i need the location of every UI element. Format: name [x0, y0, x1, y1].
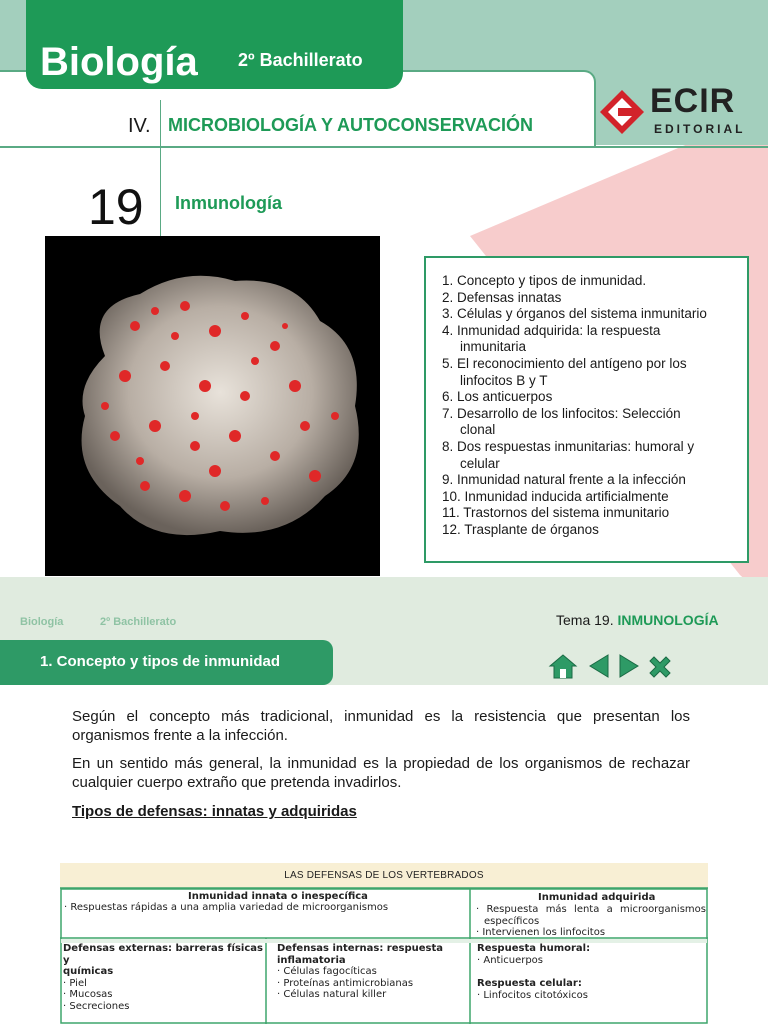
- toc-item: 1. Concepto y tipos de inmunidad.: [442, 273, 647, 288]
- tema-label: [556, 612, 719, 628]
- chapter-toc: [424, 256, 749, 563]
- table-list-item: · Piel: [63, 977, 87, 989]
- adquirida-desc-2: · Intervienen los linfocitos: [476, 927, 606, 938]
- toc-item: 3. Células y órganos del sistema inmunitario: [442, 306, 707, 322]
- header-rule: [0, 146, 768, 148]
- logo-subtext: EDITORIAL: [654, 122, 746, 136]
- humoral-response: [477, 943, 707, 1001]
- logo-text: ECIR: [650, 82, 736, 120]
- innata-description: · Respuestas rápidas a una amplia variedad de microorganismos: [64, 902, 389, 913]
- internal-items: [277, 966, 467, 1001]
- table-list-item: · Células fagocíticas: [277, 966, 377, 977]
- toc-item: 4. Inmunidad adquirida: la respuesta: [442, 322, 661, 338]
- toc-list: [442, 273, 733, 539]
- toc-item: clonal: [460, 422, 496, 438]
- next-arrow-icon[interactable]: [616, 652, 642, 680]
- home-icon[interactable]: [548, 652, 578, 680]
- toc-item: 5. El reconocimiento del antígeno por los: [442, 355, 687, 371]
- section-title: 1. Concepto y tipos de inmunidad: [40, 653, 281, 670]
- innata-header: Inmunidad innata o inespecífica: [188, 891, 368, 902]
- close-icon[interactable]: [646, 652, 674, 680]
- cellular-head: Respuesta celular:: [477, 978, 582, 989]
- table-list-item: · Células natural killer: [277, 989, 387, 1000]
- publisher-logo: [598, 82, 766, 140]
- external-defenses: [63, 943, 263, 1012]
- adquirida-desc-1a: · Respuesta más lenta a microorganismos: [476, 904, 706, 915]
- toc-item: 9. Inmunidad natural frente a la infección: [442, 472, 686, 488]
- external-head-1: Defensas externas: barreras físicas y: [63, 943, 263, 966]
- toc-item: 6. Los anticuerpos: [442, 389, 553, 405]
- prev-arrow-icon[interactable]: [586, 652, 612, 680]
- chapter-title: Inmunología: [175, 193, 282, 213]
- slide-navigation: [548, 652, 678, 680]
- chapter-divider: [160, 148, 161, 236]
- table-list-item: · Proteínas antimicrobianas: [277, 977, 414, 989]
- lymphocyte-micrograph-icon: [45, 236, 380, 576]
- subheading: Tipos de defensas: innatas y adquiridas: [72, 803, 357, 820]
- adquirida-desc-1: [476, 904, 706, 939]
- external-items: [63, 978, 263, 1013]
- table-title: LAS DEFENSAS DE LOS VERTEBRADOS: [284, 870, 484, 881]
- table-list-item: · Mucosas: [63, 989, 113, 1000]
- table-list-item: · Linfocitos citotóxicos: [477, 989, 588, 1001]
- toc-item: 7. Desarrollo de los linfocitos: Selección: [442, 405, 681, 421]
- tema-name: INMUNOLOGÍA: [617, 612, 719, 628]
- adquirida-desc-1b: específicos: [484, 915, 540, 927]
- internal-defenses: [277, 943, 467, 1001]
- tema-prefix: Tema 19.: [556, 612, 614, 628]
- paragraph-definition: Según el concepto más tradicional, inmunidad es la resistencia que presentan los organismos frente a la infección.: [72, 708, 690, 744]
- internal-head-1: Defensas internas: respuesta: [277, 943, 444, 954]
- external-head-2: químicas: [63, 966, 114, 977]
- page-subtitle: 2º Bachillerato: [238, 50, 363, 70]
- toc-item: 10. Inmunidad inducida artificialmente: [442, 488, 669, 504]
- adquirida-header: Inmunidad adquirida: [538, 892, 656, 903]
- toc-item: linfocitos B y T: [460, 372, 548, 388]
- toc-item: 11. Trastornos del sistema inmunitario: [442, 505, 670, 521]
- toc-item: 8. Dos respuestas inmunitarias: humoral y: [442, 438, 695, 454]
- cellular-items: [477, 990, 707, 1002]
- toc-item: inmunitaria: [460, 339, 527, 355]
- humoral-items: [477, 955, 707, 967]
- unit-number: IV.: [128, 115, 151, 137]
- divider: [160, 100, 161, 146]
- internal-head-2: inflamatoria: [277, 954, 346, 966]
- toc-item: celular: [460, 455, 500, 471]
- toc-item: 12. Trasplante de órganos: [442, 521, 599, 537]
- lymphocyte-micrograph: [45, 236, 380, 576]
- table-list-item: · Secreciones: [63, 1000, 130, 1012]
- paragraph-general: En un sentido más general, la inmunidad es la propiedad de los organismos de rechazar cualquier cuerpo extraño que pretenda invadirlos.: [72, 755, 690, 791]
- breadcrumb-subject: Biología: [20, 616, 64, 628]
- page-title: Biología: [40, 40, 198, 84]
- unit-title: MICROBIOLOGÍA Y AUTOCONSERVACIÓN: [168, 115, 534, 135]
- chapter-number: 19: [88, 179, 144, 235]
- breadcrumb-level: 2º Bachillerato: [100, 616, 177, 628]
- table-list-item: · Anticuerpos: [477, 954, 544, 966]
- humoral-head: Respuesta humoral:: [477, 943, 591, 954]
- toc-item: 2. Defensas innatas: [442, 289, 562, 305]
